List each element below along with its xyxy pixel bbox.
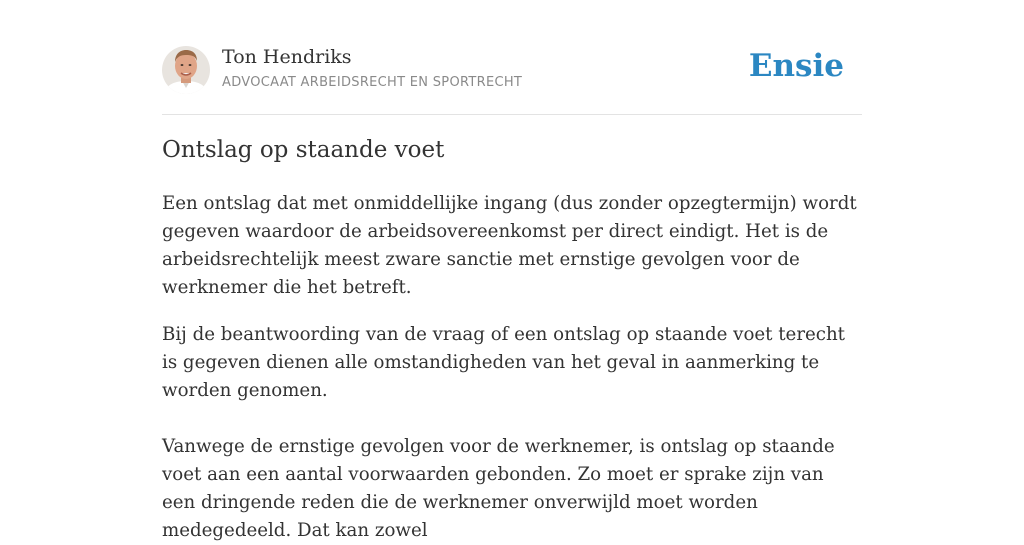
author-header [162,44,862,115]
brand-logo[interactable]: Ensie [748,48,844,84]
article-body [162,190,862,545]
author-name[interactable]: Ton Hendriks [222,46,352,68]
paragraph: Een ontslag dat met onmiddellijke ingang (dus zonder opzegtermijn) wordt gegeven waardoor de arbeidsovereenkomst per direct eindigt. Het is de arbeidsrechtelijk meest zware sanctie met ernstige gevolgen voor de werknemer die het betreft. [162,193,857,298]
author-avatar-icon [162,46,210,94]
author-title: ADVOCAAT ARBEIDSRECHT EN SPORTRECHT [222,75,523,90]
avatar[interactable] [162,46,210,94]
article-title: Ontslag op staande voet [162,137,445,163]
paragraph: Bij de beantwoording van de vraag of een ontslag op staande voet terecht is gegeven dienen alle omstandigheden van het geval in aanmerking te worden genomen. [162,324,845,401]
paragraph: Vanwege de ernstige gevolgen voor de werknemer, is ontslag op staande voet aan een aantal voorwaarden gebonden. Zo moet er sprake zijn van een dringende reden die de werknemer onverwijld moet worden medegedeeld. Dat kan zowel [162,436,835,541]
